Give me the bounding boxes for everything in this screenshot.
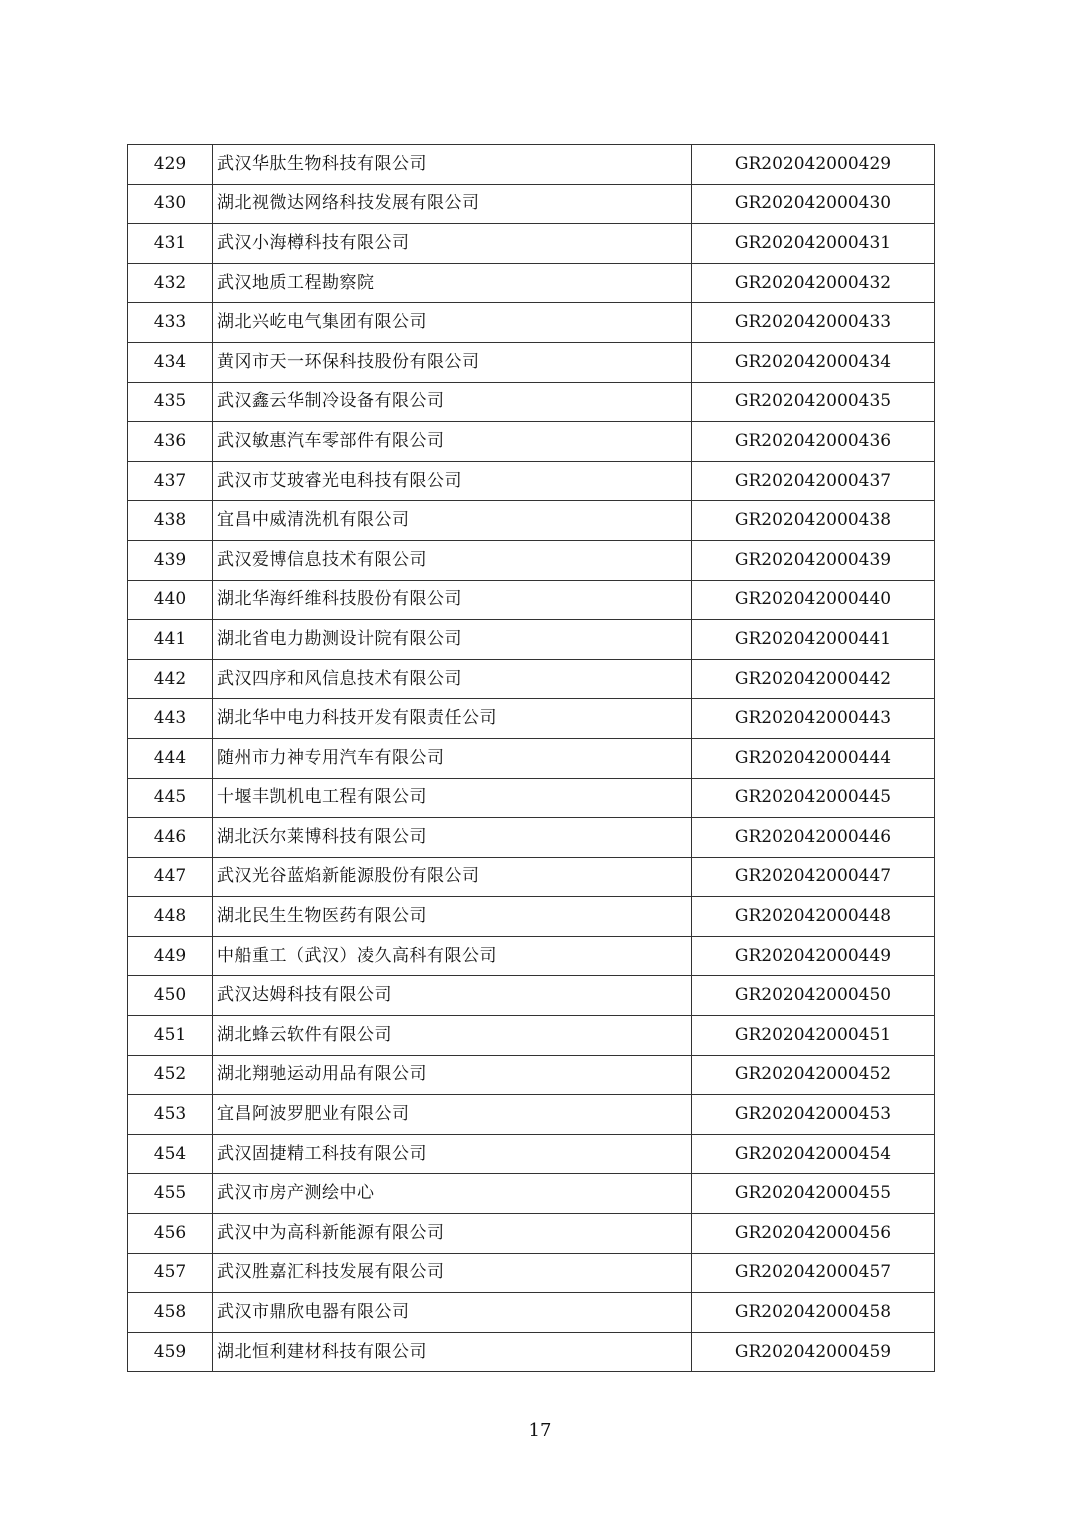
certificate-number-cell: GR202042000431 <box>692 224 935 264</box>
certificate-number-cell: GR202042000458 <box>692 1293 935 1333</box>
company-name-cell: 武汉地质工程勘察院 <box>213 263 692 303</box>
table-row <box>128 897 935 937</box>
certificate-number-cell: GR202042000451 <box>692 1016 935 1056</box>
certificate-number-cell: GR202042000447 <box>692 857 935 897</box>
table-row <box>128 224 935 264</box>
company-name-cell: 湖北翔驰运动用品有限公司 <box>213 1055 692 1095</box>
company-name-cell: 宜昌阿波罗肥业有限公司 <box>213 1095 692 1135</box>
certificate-number-cell: GR202042000450 <box>692 976 935 1016</box>
row-number-cell: 444 <box>128 738 213 778</box>
certificate-number-cell: GR202042000455 <box>692 1174 935 1214</box>
table-row <box>128 1253 935 1293</box>
row-number-cell: 432 <box>128 263 213 303</box>
row-number-cell: 439 <box>128 540 213 580</box>
certificate-number-cell: GR202042000438 <box>692 501 935 541</box>
table-row <box>128 501 935 541</box>
table-row <box>128 145 935 185</box>
row-number-cell: 448 <box>128 897 213 937</box>
company-name-cell: 武汉达姆科技有限公司 <box>213 976 692 1016</box>
company-name-cell: 武汉市鼎欣电器有限公司 <box>213 1293 692 1333</box>
company-name-cell: 武汉光谷蓝焰新能源股份有限公司 <box>213 857 692 897</box>
table-body <box>128 145 935 1372</box>
certificate-number-cell: GR202042000442 <box>692 659 935 699</box>
row-number-cell: 442 <box>128 659 213 699</box>
row-number-cell: 454 <box>128 1134 213 1174</box>
certificate-number-cell: GR202042000443 <box>692 699 935 739</box>
company-name-cell: 湖北华海纤维科技股份有限公司 <box>213 580 692 620</box>
row-number-cell: 446 <box>128 818 213 858</box>
row-number-cell: 441 <box>128 620 213 660</box>
page-number: 17 <box>528 1420 552 1441</box>
certificate-number-cell: GR202042000440 <box>692 580 935 620</box>
certificate-number-cell: GR202042000449 <box>692 936 935 976</box>
company-name-cell: 武汉市房产测绘中心 <box>213 1174 692 1214</box>
table-row <box>128 184 935 224</box>
row-number-cell: 447 <box>128 857 213 897</box>
certificate-number-cell: GR202042000435 <box>692 382 935 422</box>
row-number-cell: 440 <box>128 580 213 620</box>
row-number-cell: 445 <box>128 778 213 818</box>
table-row <box>128 976 935 1016</box>
certificate-number-cell: GR202042000446 <box>692 818 935 858</box>
table-row <box>128 461 935 501</box>
company-name-cell: 随州市力神专用汽车有限公司 <box>213 738 692 778</box>
company-name-cell: 中船重工（武汉）凌久高科有限公司 <box>213 936 692 976</box>
table-row <box>128 422 935 462</box>
certificate-number-cell: GR202042000456 <box>692 1214 935 1254</box>
company-name-cell: 武汉小海樽科技有限公司 <box>213 224 692 264</box>
certificate-number-cell: GR202042000429 <box>692 145 935 185</box>
table-row <box>128 659 935 699</box>
certificate-number-cell: GR202042000434 <box>692 342 935 382</box>
row-number-cell: 429 <box>128 145 213 185</box>
company-name-cell: 湖北省电力勘测设计院有限公司 <box>213 620 692 660</box>
company-name-cell: 武汉中为高科新能源有限公司 <box>213 1214 692 1254</box>
row-number-cell: 435 <box>128 382 213 422</box>
company-name-cell: 武汉固捷精工科技有限公司 <box>213 1134 692 1174</box>
certificate-number-cell: GR202042000459 <box>692 1332 935 1372</box>
row-number-cell: 450 <box>128 976 213 1016</box>
company-name-cell: 武汉四序和风信息技术有限公司 <box>213 659 692 699</box>
company-name-cell: 湖北华中电力科技开发有限责任公司 <box>213 699 692 739</box>
table-row <box>128 1332 935 1372</box>
row-number-cell: 434 <box>128 342 213 382</box>
company-name-cell: 湖北蜂云软件有限公司 <box>213 1016 692 1056</box>
table-row <box>128 1214 935 1254</box>
row-number-cell: 430 <box>128 184 213 224</box>
company-name-cell: 武汉爱博信息技术有限公司 <box>213 540 692 580</box>
certificate-number-cell: GR202042000453 <box>692 1095 935 1135</box>
row-number-cell: 456 <box>128 1214 213 1254</box>
company-name-cell: 黄冈市天一环保科技股份有限公司 <box>213 342 692 382</box>
row-number-cell: 449 <box>128 936 213 976</box>
company-name-cell: 湖北兴屹电气集团有限公司 <box>213 303 692 343</box>
row-number-cell: 455 <box>128 1174 213 1214</box>
company-name-cell: 武汉胜嘉汇科技发展有限公司 <box>213 1253 692 1293</box>
certificate-number-cell: GR202042000430 <box>692 184 935 224</box>
certificate-number-cell: GR202042000441 <box>692 620 935 660</box>
row-number-cell: 457 <box>128 1253 213 1293</box>
row-number-cell: 438 <box>128 501 213 541</box>
table-row <box>128 1293 935 1333</box>
table-row <box>128 778 935 818</box>
table-row <box>128 1134 935 1174</box>
company-name-cell: 十堰丰凯机电工程有限公司 <box>213 778 692 818</box>
table-row <box>128 382 935 422</box>
table-row <box>128 1174 935 1214</box>
table-row <box>128 303 935 343</box>
company-name-cell: 湖北沃尔莱博科技有限公司 <box>213 818 692 858</box>
row-number-cell: 437 <box>128 461 213 501</box>
table-row <box>128 1055 935 1095</box>
row-number-cell: 458 <box>128 1293 213 1333</box>
certificate-number-cell: GR202042000444 <box>692 738 935 778</box>
table-row <box>128 1016 935 1056</box>
table-row <box>128 620 935 660</box>
table-row <box>128 1095 935 1135</box>
table-row <box>128 738 935 778</box>
row-number-cell: 451 <box>128 1016 213 1056</box>
company-name-cell: 武汉敏惠汽车零部件有限公司 <box>213 422 692 462</box>
row-number-cell: 433 <box>128 303 213 343</box>
table-row <box>128 580 935 620</box>
table-row <box>128 857 935 897</box>
row-number-cell: 436 <box>128 422 213 462</box>
company-name-cell: 湖北恒利建材科技有限公司 <box>213 1332 692 1372</box>
row-number-cell: 431 <box>128 224 213 264</box>
row-number-cell: 452 <box>128 1055 213 1095</box>
certificate-number-cell: GR202042000433 <box>692 303 935 343</box>
certificate-number-cell: GR202042000445 <box>692 778 935 818</box>
certificate-number-cell: GR202042000437 <box>692 461 935 501</box>
certificate-number-cell: GR202042000452 <box>692 1055 935 1095</box>
company-name-cell: 宜昌中威清洗机有限公司 <box>213 501 692 541</box>
row-number-cell: 443 <box>128 699 213 739</box>
company-name-cell: 武汉鑫云华制冷设备有限公司 <box>213 382 692 422</box>
certificate-number-cell: GR202042000432 <box>692 263 935 303</box>
row-number-cell: 453 <box>128 1095 213 1135</box>
company-name-cell: 武汉市艾玻睿光电科技有限公司 <box>213 461 692 501</box>
table-row <box>128 936 935 976</box>
certificate-number-cell: GR202042000436 <box>692 422 935 462</box>
company-name-cell: 湖北视微达网络科技发展有限公司 <box>213 184 692 224</box>
certificate-number-cell: GR202042000454 <box>692 1134 935 1174</box>
table-row <box>128 818 935 858</box>
company-table <box>127 144 935 1372</box>
company-name-cell: 武汉华肽生物科技有限公司 <box>213 145 692 185</box>
table-row <box>128 540 935 580</box>
company-name-cell: 湖北民生生物医药有限公司 <box>213 897 692 937</box>
certificate-number-cell: GR202042000439 <box>692 540 935 580</box>
table-row <box>128 699 935 739</box>
table-row <box>128 342 935 382</box>
certificate-number-cell: GR202042000448 <box>692 897 935 937</box>
certificate-number-cell: GR202042000457 <box>692 1253 935 1293</box>
table-row <box>128 263 935 303</box>
row-number-cell: 459 <box>128 1332 213 1372</box>
